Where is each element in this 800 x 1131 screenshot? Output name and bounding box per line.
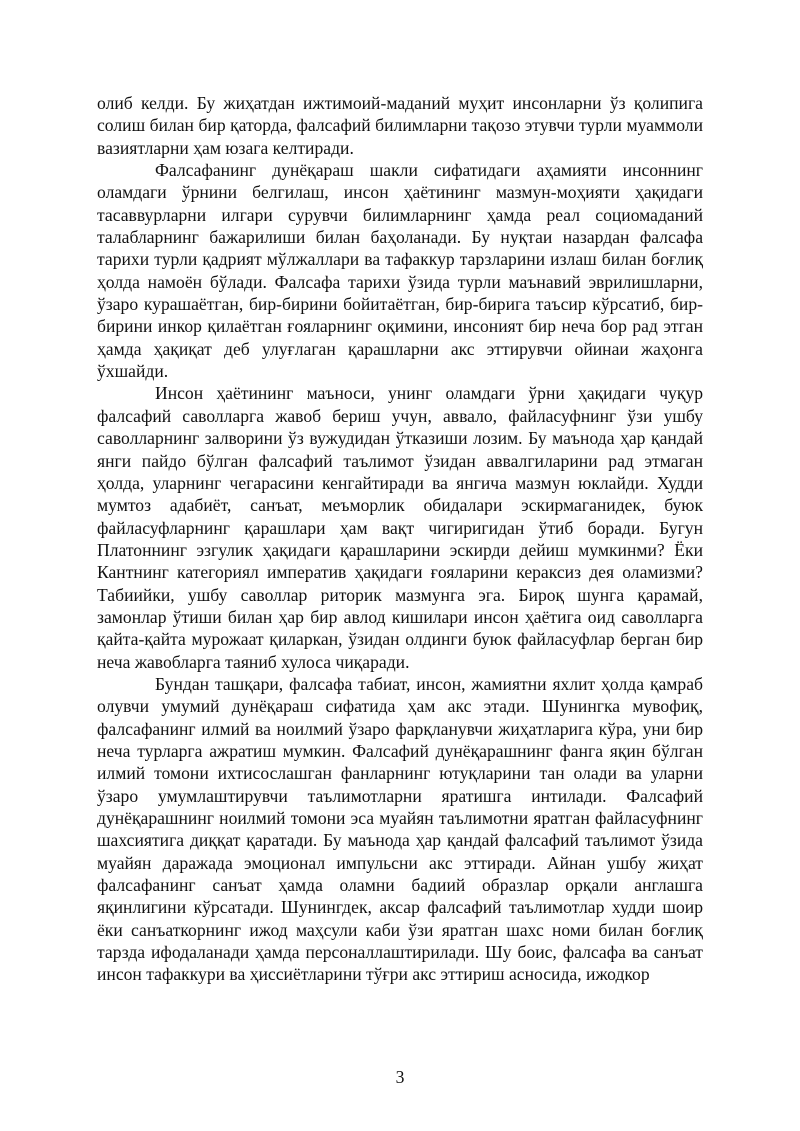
paragraph-holistic-worldview: Бундан ташқари, фалсафа табиат, инсон, жамиятни яхлит ҳолда қамраб олувчи умумий дунёқараш сифатида ҳам акс этади. Шунингка мувофиқ, фалсафанинг илмий ва ноилмий ўзаро фарқланувчи жиҳатларига кўра, уни бир неча турларга ажратиш мумкин. Фалсафий дунёқарашнинг фанга яқин бўлган илмий томони ихтисослашган фанларнинг ютуқларини тан олади ва уларни ўзаро умумлаштирувчи таълимотларни яратишга интилади. Фалсафий дунёқарашнинг ноилмий томони эса муайян таълимотни яратган файласуфнинг шахсиятига диққат қаратади. Бу маънода ҳар қандай фалсафий таълимот ўзида муайян даражада эмоционал импульсни акс эттиради. Айнан ушбу жиҳат фалсафанинг санъат ҳамда оламни бадиий образлар орқали англашга яқинлигини кўрсатади. Шунингдек, аксар фалсафий таълимотлар худди шоир ёки санъаткорнинг ижод маҳсули каби ўзи яратган шахс номи билан боғлиқ тарзда ифодаланади ҳамда персоналлаштирилади. Шу боис, фалсафа ва санъат инсон тафаккури ва ҳиссиётларини тўғри акс эттириш асносида, ижодкор [97,673,703,985]
paragraph-continuation: олиб келди. Бу жиҳатдан ижтимоий-маданий муҳит инсонларни ўз қолипига солиш билан бир қаторда, фалсафий билимларни тақозо этувчи турли муаммоли вазиятларни ҳам юзага келтиради. [97,93,703,158]
paragraph-meaning-of-life: Инсон ҳаётининг маъноси, унинг оламдаги ўрни ҳақидаги чуқур фалсафий саволларга жавоб бериш учун, аввало, файласуфнинг ўзи ушбу саволларнинг залворини ўз вужудидан ўтказиши лозим. Бу маънода ҳар қандай янги пайдо бўлган фалсафий таълимот ўзидан аввалгиларини рад этмаган ҳолда, уларнинг чегарасини кенгайтиради ва янгича мазмун юклайди. Худди мумтоз адабиёт, санъат, меъморлик обидалари эскирмаганидек, буюк файласуфларнинг қарашлари ҳам вақт чигиригидан ўтиб боради. Бугун Платоннинг эзгулик ҳақидаги қарашларини эскирди дейиш мумкинми? Ёки Кантнинг категориял императив ҳақидаги ғояларини кераксиз дея оламизми? Табиийки, ушбу саволлар риторик мазмунга эга. Бироқ шунга қарамай, замонлар ўтиши билан ҳар бир авлод кишилари инсон ҳаётига оид саволларга қайта-қайта мурожаат қиларкан, ўзидан олдинги буюк файласуфлар берган бир неча жавобларга таяниб хулоса чиқаради. [97,383,703,672]
document-body [97,92,703,986]
page-number: 3 [395,1067,405,1087]
paragraph-philosophy-worldview: Фалсафанинг дунёқараш шакли сифатидаги аҳамияти инсоннинг оламдаги ўрнини белгилаш, инсон ҳаётининг мазмун-моҳияти ҳақидаги тасаввурларни илгари сурувчи билимларнинг ҳамда реал социомаданий талабларнинг бажарилиши билан баҳоланади. Бу нуқтаи назардан фалсафа тарихи турли қадрият мўлжаллари ва тафаккур тарзларини излаш билан боғлиқ ҳолда намоён бўлади. Фалсафа тарихи ўзида турли маънавий эврилишларни, ўзаро курашаётган, бир-бирини бойитаётган, бир-бирига таъсир кўрсатиб, бир-бирини инкор қилаётган ғояларнинг оқимини, инсоният бир неча бор рад этган ҳамда ҳақиқат деб улуғлаган қарашларни акс эттирувчи ойинаи жаҳонга ўхшайди. [97,160,703,382]
